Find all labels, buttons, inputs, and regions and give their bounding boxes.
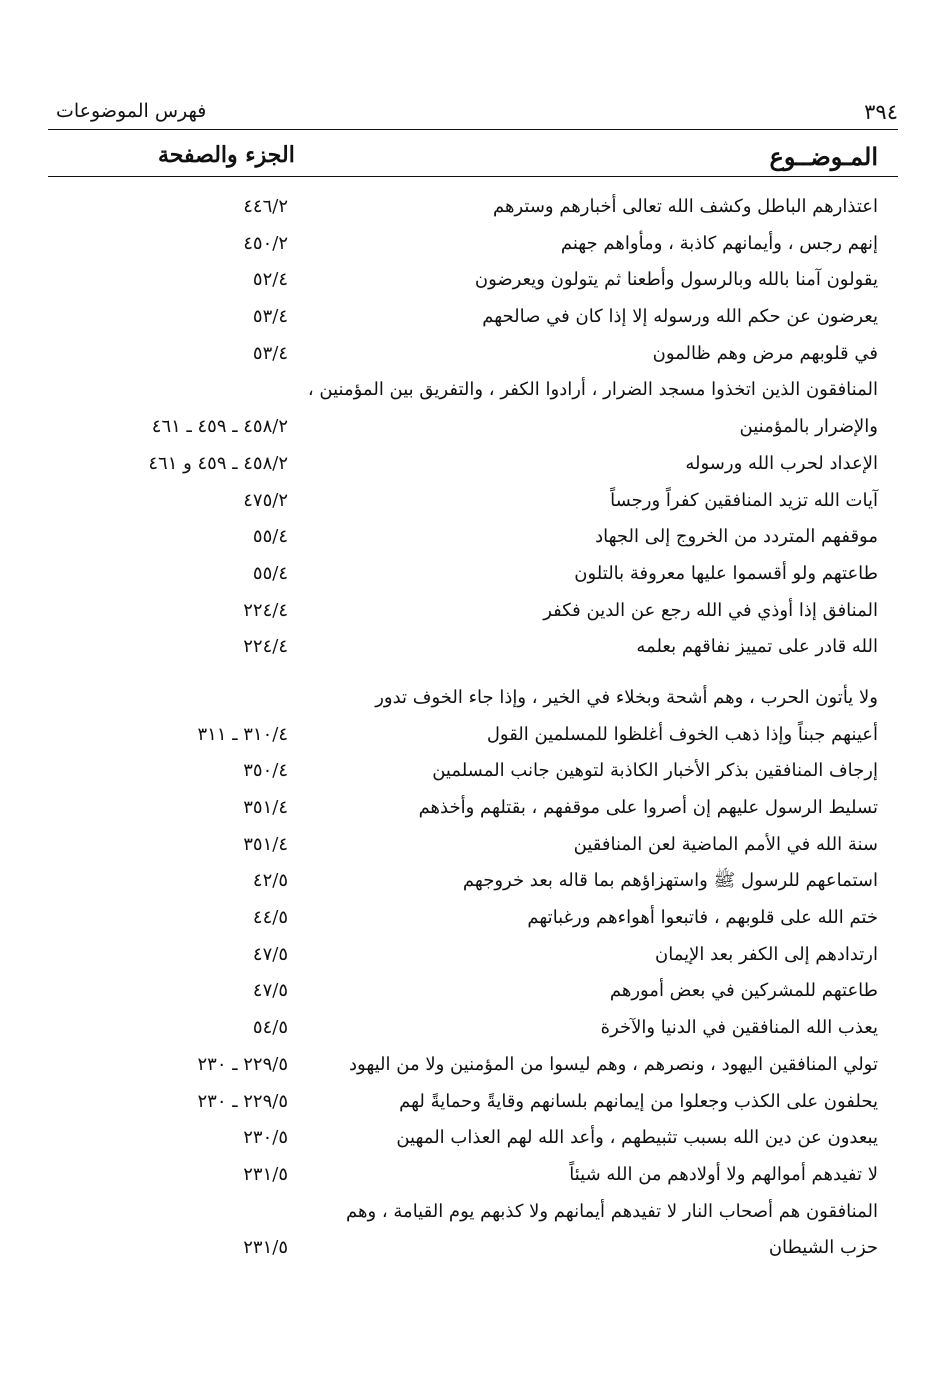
entry-reference: ٣١٠/٤ ـ ٣١١ — [197, 723, 288, 745]
index-entry — [48, 1231, 898, 1268]
entry-topic: يبعدون عن دين الله بسبب تثبيطهم ، وأعد الله لهم العذاب المهين — [396, 1127, 878, 1149]
entry-reference: ٢٣٠/٥ — [243, 1127, 288, 1149]
column-header-rule — [48, 176, 898, 177]
entry-reference: ٥٣/٤ — [252, 306, 288, 328]
entry-topic: والإضرار بالمؤمنين — [739, 416, 878, 438]
page-number: ٣٩٤ — [864, 100, 898, 124]
index-entry — [48, 594, 898, 631]
entry-topic: إنهم رجس ، وأيمانهم كاذبة ، ومأواهم جهنم — [560, 232, 878, 254]
entry-reference: ٣٥١/٤ — [243, 797, 288, 818]
entry-topic: الإعداد لحرب الله ورسوله — [685, 452, 878, 474]
index-entry — [48, 410, 898, 447]
entry-topic: تسليط الرسول عليهم إن أصروا على موقفهم ، بقتلهم وأخذهم — [418, 797, 878, 818]
entry-reference: ٤٢/٥ — [252, 870, 288, 892]
entry-reference: ٣٥٠/٤ — [243, 760, 288, 782]
index-entry — [48, 1158, 898, 1195]
entry-topic: إرجاف المنافقين بذكر الأخبار الكاذبة لتوهين جانب المسلمين — [432, 760, 878, 782]
entry-topic: أعينهم جبناً وإذا ذهب الخوف أغلظوا للمسلمين القول — [486, 723, 878, 745]
index-entry — [48, 484, 898, 521]
index-entry — [48, 300, 898, 337]
entry-topic: آيات الله تزيد المنافقين كفراً ورجساً — [610, 489, 878, 511]
entry-reference: ٤٤٦/٢ — [243, 196, 288, 217]
running-title: فهرس الموضوعات — [56, 100, 207, 122]
index-entry — [48, 864, 898, 901]
index-entry — [48, 754, 898, 791]
entry-topic: ارتدادهم إلى الكفر بعد الإيمان — [654, 943, 878, 965]
entry-reference: ٥٤/٥ — [252, 1017, 288, 1039]
entry-topic: يقولون آمنا بالله وبالرسول وأطعنا ثم يتولون ويعرضون — [474, 269, 878, 291]
index-entry — [48, 1121, 898, 1158]
entry-topic: الله قادر على تمييز نفاقهم بعلمه — [636, 636, 878, 658]
index-entry — [48, 337, 898, 374]
entry-topic: يعذب الله المنافقين في الدنيا والآخرة — [600, 1017, 878, 1039]
index-entry — [48, 447, 898, 484]
entry-topic: لا تفيدهم أموالهم ولا أولادهم من الله شيئاً — [569, 1163, 878, 1185]
index-entry — [48, 681, 898, 718]
entry-topic: يعرضون عن حكم الله ورسوله إلا إذا كان في صالحهم — [482, 306, 878, 328]
entry-topic: طاعتهم للمشركين في بعض أمورهم — [609, 980, 878, 1002]
entry-gap — [48, 667, 898, 681]
entry-topic: استماعهم للرسول ﷺ واستهزاؤهم بما قاله بعد خروجهم — [462, 870, 878, 892]
entry-topic: سنة الله في الأمم الماضية لعن المنافقين — [573, 833, 878, 855]
index-entry — [48, 557, 898, 594]
entry-topic: ولا يأتون الحرب ، وهم أشحة وبخلاء في الخير ، وإذا جاء الخوف تدور — [375, 686, 878, 708]
index-entry — [48, 718, 898, 755]
index-entry — [48, 263, 898, 300]
entry-reference: ٥٥/٤ — [252, 562, 288, 584]
entry-reference: ٢٢٤/٤ — [243, 599, 288, 621]
entry-reference: ٤٤/٥ — [252, 907, 288, 929]
entry-reference: ٥٥/٤ — [252, 526, 288, 548]
index-entry — [48, 974, 898, 1011]
entry-reference: ٤٥٨/٢ ـ ٤٥٩ ـ ٤٦١ — [151, 416, 288, 438]
index-entry — [48, 1011, 898, 1048]
entry-reference: ٥٣/٤ — [252, 342, 288, 364]
entry-reference: ٢٢٩/٥ ـ ٢٣٠ — [197, 1053, 288, 1075]
entry-topic: اعتذارهم الباطل وكشف الله تعالى أخبارهم وسترهم — [492, 196, 878, 217]
entry-reference: ٣٥١/٤ — [243, 833, 288, 855]
header-rule — [48, 129, 898, 130]
entry-reference: ٤٧/٥ — [252, 980, 288, 1002]
entry-reference: ٢٣١/٥ — [243, 1237, 288, 1259]
entry-topic: في قلوبهم مرض وهم ظالمون — [652, 342, 878, 364]
index-entry — [48, 1195, 898, 1232]
entry-topic: المنافقون الذين اتخذوا مسجد الضرار ، أرادوا الكفر ، والتفريق بين المؤمنين ، — [307, 379, 878, 401]
entry-topic: طاعتهم ولو أقسموا عليها معروفة بالتلون — [574, 562, 878, 584]
topic-column-header: المـوضــوع — [769, 142, 878, 171]
index-entry — [48, 520, 898, 557]
running-head — [48, 100, 898, 128]
index-entry — [48, 1085, 898, 1122]
index-entries — [48, 190, 898, 1268]
index-entry — [48, 373, 898, 410]
reference-column-header: الجزء والصفحة — [158, 142, 295, 168]
index-entry — [48, 791, 898, 828]
entry-topic: المنافق إذا أوذي في الله رجع عن الدين فكفر — [543, 599, 878, 621]
entry-topic: حزب الشيطان — [768, 1237, 878, 1259]
entry-reference: ٤٧٥/٢ — [243, 489, 288, 511]
entry-reference: ٤٧/٥ — [252, 943, 288, 965]
entry-reference: ٤٥٨/٢ ـ ٤٥٩ و ٤٦١ — [148, 452, 288, 474]
index-entry — [48, 901, 898, 938]
entry-reference: ٢٢٤/٤ — [243, 636, 288, 658]
index-entry — [48, 938, 898, 975]
entry-topic: ختم الله على قلوبهم ، فاتبعوا أهواءهم ورغباتهم — [527, 907, 878, 929]
entry-topic: تولي المنافقين اليهود ، ونصرهم ، وهم ليسوا من المؤمنين ولا من اليهود — [349, 1053, 878, 1075]
entry-reference: ٤٥٠/٢ — [243, 232, 288, 254]
entry-reference: ٢٣١/٥ — [243, 1163, 288, 1185]
entry-topic: موقفهم المتردد من الخروج إلى الجهاد — [595, 526, 878, 548]
index-entry — [48, 227, 898, 264]
index-entry — [48, 190, 898, 227]
index-entry — [48, 828, 898, 865]
entry-topic: يحلفون على الكذب وجعلوا من إيمانهم بلسانهم وقايةً وحمايةً لهم — [399, 1090, 878, 1112]
entry-topic: المنافقون هم أصحاب النار لا تفيدهم أيمانهم ولا كذبهم يوم القيامة ، وهم — [345, 1200, 878, 1222]
entry-reference: ٥٢/٤ — [252, 269, 288, 291]
entry-reference: ٢٢٩/٥ ـ ٢٣٠ — [197, 1090, 288, 1112]
column-headers — [48, 142, 898, 174]
index-entry — [48, 630, 898, 667]
index-entry — [48, 1048, 898, 1085]
